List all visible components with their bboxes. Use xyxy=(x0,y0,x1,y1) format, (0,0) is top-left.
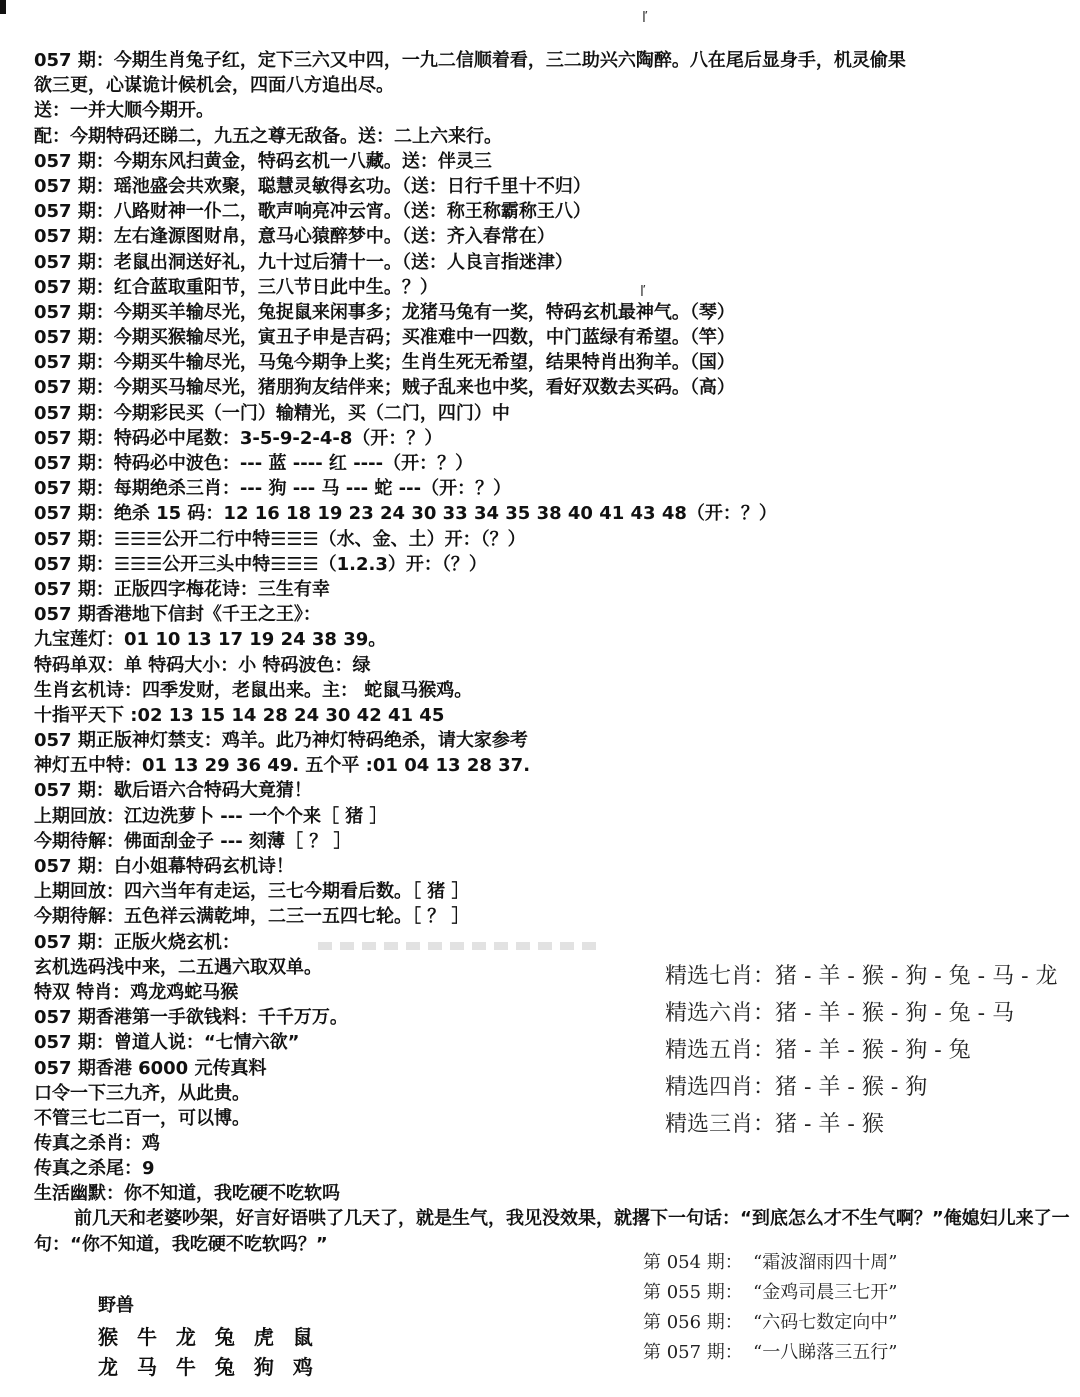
jingxuan-panel xyxy=(665,958,1065,1143)
text-line: 上期回放：江边洗萝卜 --- 一个个来［ 猪 ］ xyxy=(34,805,388,827)
jingxuan-line: 精选三肖：猪 - 羊 - 猴 xyxy=(665,1112,884,1137)
issue-row xyxy=(643,1278,1063,1308)
text-line: 057 期：☰☰☰公开三头中特☰☰☰（1.2.3）开：（？） xyxy=(34,553,487,575)
issue-row xyxy=(643,1308,1063,1338)
text-line: 057 期香港第一手欲钱料：千千万万。 xyxy=(34,1007,348,1029)
text-line: 神灯五中特：01 13 29 36 49. 五个平 :01 04 13 28 37. xyxy=(34,755,531,777)
text-line: 057 期：正版火烧玄机： xyxy=(34,931,240,953)
wild-animals-block xyxy=(98,1292,319,1382)
text-line: 玄机选码浅中来，二五遇六取双单。 xyxy=(34,956,322,978)
issue-text: “霜波溜雨四十周” xyxy=(753,1252,898,1273)
text-line: 生活幽默：你不知道，我吃硬不吃软吗 xyxy=(34,1183,340,1205)
text-line: 057 期：今期买马输尽光，猪朋狗友结伴来；贼子乱来也中奖，看好双数去买码。（高） xyxy=(34,377,735,399)
jingxuan-line: 精选七肖：猪 - 羊 - 猴 - 狗 - 兔 - 马 - 龙 xyxy=(665,964,1058,989)
text-line: 057 期：曾道人说：“七情六欲” xyxy=(34,1032,300,1054)
text-line: 057 期：左右逢源图财帛，意马心猿醉梦中。（送：齐入春常在） xyxy=(34,226,555,248)
text-line: 057 期：今期买羊输尽光，兔捉鼠来闲事多；龙猪马兔有一奖，特码玄机最神气。（琴） xyxy=(34,301,735,323)
text-line: 口令一下三九齐，从此贵。 xyxy=(34,1082,250,1104)
issue-label: 第 057 期： xyxy=(643,1342,743,1363)
jingxuan-line: 精选六肖：猪 - 羊 - 猴 - 狗 - 兔 - 马 xyxy=(665,1001,1015,1026)
text-line: 057 期：瑶池盛会共欢聚，聪慧灵敏得玄功。（送：日行千里十不归） xyxy=(34,175,591,197)
issue-list xyxy=(643,1248,1063,1368)
text-line: 特码单双：单 特码大小：小 特码波色：绿 xyxy=(34,654,371,676)
text-line: 057 期：今期彩民买（一门）输精光，买（二门，四门）中 xyxy=(34,402,510,424)
text-line: 057 期：八路财神一仆二，歌声响亮冲云宵。（送：称王称霸称王八） xyxy=(34,201,591,223)
text-line: 不管三七二百一，可以博。 xyxy=(34,1107,250,1129)
text-line: 九宝莲灯：01 10 13 17 19 24 38 39。 xyxy=(34,629,387,651)
text-line: 057 期：红合蓝取重阳节，三八节日此中生。？） xyxy=(34,276,438,298)
text-line: 传真之杀尾：9 xyxy=(34,1158,155,1180)
text-line: 057 期正版神灯禁支：鸡羊。此乃神灯特码绝杀，请大家参考 xyxy=(34,730,528,752)
stray-mark-top: ľ xyxy=(642,10,648,26)
text-line: 057 期：☰☰☰公开二行中特☰☰☰（水、金、土）开：（？） xyxy=(34,528,526,550)
text-line: 上期回放：四六当年有走运，三七今期看后数。［ 猪 ］ xyxy=(34,881,470,903)
jingxuan-line: 精选五肖：猪 - 羊 - 猴 - 狗 - 兔 xyxy=(665,1038,971,1063)
text-line: 送：一并大顺今期开。 xyxy=(34,100,214,122)
text-line: 057 期：特码必中波色：--- 蓝 ---- 红 ----（开：？） xyxy=(34,453,474,474)
text-line: 057 期香港地下信封《千王之王》： xyxy=(34,604,321,626)
wild-title: 野兽 xyxy=(98,1295,134,1316)
text-line: 特双 特肖：鸡龙鸡蛇马猴 xyxy=(34,981,239,1003)
text-line: 057 期：特码必中尾数：3-5-9-2-4-8（开：？） xyxy=(34,427,443,449)
issue-label: 第 055 期： xyxy=(643,1282,743,1303)
corner-mark xyxy=(0,0,6,14)
text-line: 057 期：今期生肖兔子红，定下三六又中四，一九二信顺着看，三二助兴六陶醉。八在尾后显身手，机灵偷果 xyxy=(34,50,906,71)
issue-row xyxy=(643,1248,1063,1278)
text-line: 生肖玄机诗：四季发财，老鼠出来。主： 蛇鼠马猴鸡。 xyxy=(34,679,473,701)
issue-text: “一八睇落三五行” xyxy=(753,1342,898,1363)
issue-label: 第 056 期： xyxy=(643,1312,743,1333)
issue-text: “六码七数定向中” xyxy=(753,1312,898,1333)
wild-row: 猴 牛 龙 兔 虎 鼠 xyxy=(98,1325,319,1349)
text-line: 今期待解：五色祥云满乾坤，二三一五四七轮。［ ？ ］ xyxy=(34,906,470,928)
stray-mark-mid: ľ xyxy=(640,284,646,300)
text-line: 057 期：今期东风扫黄金，特码玄机一八藏。送：伴灵三 xyxy=(34,150,492,172)
text-line: 057 期：绝杀 15 码：12 16 18 19 23 24 30 33 34 35 38 40 41 43 48（开：？） xyxy=(34,503,777,525)
text-line: 057 期：正版四字梅花诗：三生有幸 xyxy=(34,578,330,600)
text-line: 057 期：今期买牛输尽光，马兔今期争上奖；生肖生死无希望，结果特肖出狗羊。（国） xyxy=(34,352,735,374)
text-line: 配：今期特码还睇二，九五之尊无敌备。送：二上六来行。 xyxy=(34,125,502,147)
text-line: 057 期：白小姐幕特码玄机诗！ xyxy=(34,856,294,877)
text-line: 057 期：每期绝杀三肖：--- 狗 --- 马 --- 蛇 ---（开：？） xyxy=(34,478,512,500)
faded-smudge xyxy=(318,942,598,950)
text-line: 057 期香港 6000 元传真料 xyxy=(34,1057,267,1079)
issue-row xyxy=(643,1338,1063,1368)
wild-row: 龙 马 牛 兔 狗 鸡 xyxy=(98,1355,319,1379)
text-line: 057 期：老鼠出洞送好礼，九十过后猜十一。（送：人良言指迷津） xyxy=(34,251,573,273)
text-line: 057 期：今期买猴输尽光，寅丑子申是吉码；买准难中一四数，中门蓝绿有希望。（竿） xyxy=(34,327,735,349)
text-line: 欲三更，心谋诡计候机会，四面八方追出尽。 xyxy=(34,75,394,97)
text-line: 十指平天下 :02 13 15 14 28 24 30 42 41 45 xyxy=(34,704,445,726)
text-line: 传真之杀肖：鸡 xyxy=(34,1133,160,1155)
issue-label: 第 054 期： xyxy=(643,1252,743,1273)
text-line: 今期待解：佛面刮金子 --- 刻薄［ ？ ］ xyxy=(34,830,352,852)
issue-text: “金鸡司晨三七开” xyxy=(753,1282,898,1303)
text-line: 057 期：歇后语六合特码大竟猜！ xyxy=(34,780,312,802)
jingxuan-line: 精选四肖：猪 - 羊 - 猴 - 狗 xyxy=(665,1075,928,1100)
humor-paragraph: 前几天和老婆吵架，好言好语哄了几天了，就是生气，我见没效果，就撂下一句话：“到底怎么才不生气啊？”俺媳妇儿来了一句：“你不知道，我吃硬不吃软吗？” xyxy=(34,1208,1070,1255)
